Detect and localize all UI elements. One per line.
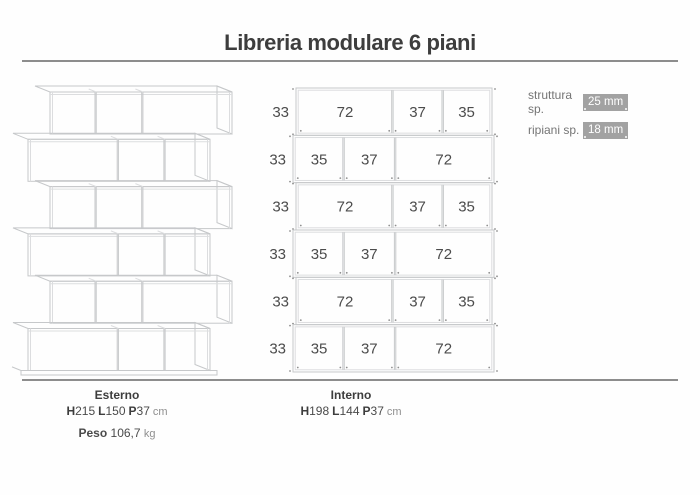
svg-text:37: 37 [409, 198, 426, 216]
front-dimension-drawing [258, 80, 502, 382]
svg-text:35: 35 [458, 293, 475, 311]
svg-text:33: 33 [272, 293, 289, 311]
dimension-dot [625, 108, 627, 110]
weight-line: Peso 106,7 kg [78, 426, 156, 440]
internal-dimensions-block [271, 388, 431, 418]
svg-text:35: 35 [458, 198, 475, 216]
svg-text:33: 33 [272, 198, 289, 216]
svg-text:37: 37 [360, 340, 378, 358]
bookcase-isometric-drawing [4, 72, 248, 384]
dimension-dot [584, 108, 586, 110]
esterno-dimensions: H215 L150 P37 cm [66, 404, 168, 418]
svg-text:37: 37 [409, 293, 426, 311]
svg-text:72: 72 [435, 245, 453, 263]
svg-text:33: 33 [269, 340, 286, 358]
svg-text:72: 72 [435, 151, 453, 169]
external-dimensions-block [37, 388, 197, 440]
svg-text:72: 72 [336, 103, 354, 121]
footer-divider-line [22, 379, 678, 381]
title-divider-line [22, 60, 678, 62]
interno-dimensions: H198 L144 P37 cm [300, 404, 402, 418]
svg-text:35: 35 [310, 245, 328, 263]
spec-structure [528, 88, 628, 116]
svg-text:33: 33 [269, 151, 286, 169]
dimension-dot [584, 136, 586, 138]
svg-text:33: 33 [272, 103, 289, 121]
interno-title: Interno [330, 388, 372, 402]
svg-text:37: 37 [360, 245, 378, 263]
spec-shelves-badge: 18 mm [583, 122, 628, 139]
spec-shelves-label: ripiani sp. [528, 123, 580, 137]
esterno-title: Esterno [94, 388, 140, 402]
spec-structure-badge: 25 mm [583, 94, 628, 111]
svg-text:35: 35 [310, 340, 328, 358]
svg-text:72: 72 [336, 293, 354, 311]
svg-text:72: 72 [336, 198, 354, 216]
svg-text:37: 37 [360, 151, 378, 169]
thickness-specs [528, 88, 628, 150]
spec-shelves [528, 122, 628, 138]
svg-text:72: 72 [435, 340, 453, 358]
svg-text:37: 37 [409, 103, 426, 121]
svg-text:35: 35 [310, 151, 328, 169]
dimension-dot [625, 136, 627, 138]
svg-text:33: 33 [269, 245, 286, 263]
svg-text:35: 35 [458, 103, 475, 121]
spec-structure-label: struttura sp. [528, 88, 573, 116]
page-title: Libreria modulare 6 piani [224, 30, 476, 55]
